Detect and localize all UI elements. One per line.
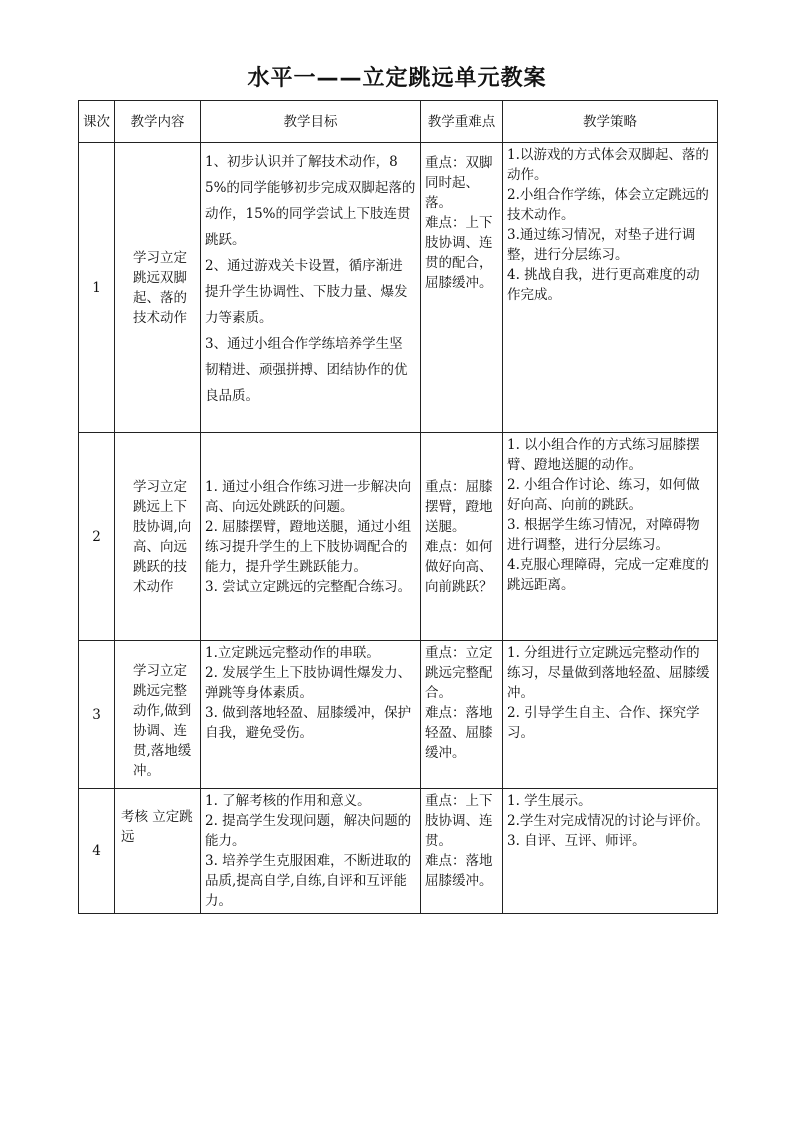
keypoint-item: 难点：上下肢协调、连贯的配合，屈膝缓冲。 <box>425 215 493 291</box>
lesson-objectives <box>201 641 421 789</box>
header-keypoints: 教学重难点 <box>421 101 503 143</box>
keypoint-item: 难点：落地屈膝缓冲。 <box>425 853 493 889</box>
header-content: 教学内容 <box>115 101 201 143</box>
lesson-objectives <box>201 433 421 641</box>
strategy-item: 2.学生对完成情况的讨论与评价。 <box>507 813 709 829</box>
lesson-strategy <box>503 641 718 789</box>
table-row <box>79 433 718 641</box>
keypoint-item: 重点：双脚同时起、落。 <box>425 155 493 211</box>
header-objectives: 教学目标 <box>201 101 421 143</box>
table-row <box>79 641 718 789</box>
table-row <box>79 789 718 914</box>
lesson-keypoints <box>421 789 503 914</box>
strategy-item: 1. 以小组合作的方式练习屈膝摆臂、蹬地送腿的动作。 <box>507 437 700 473</box>
objective-item: 1. 通过小组合作练习进一步解决向高、向远处跳跃的问题。 <box>205 478 412 515</box>
strategy-item: 3.通过练习情况，对垫子进行调整，进行分层练习。 <box>507 227 696 263</box>
table-header-row <box>79 101 718 143</box>
strategy-item: 2.小组合作学练，体会立定跳远的技术动作。 <box>507 187 709 223</box>
objective-item: 2. 发展学生上下肢协调性爆发力、弹跳等身体素质。 <box>205 665 412 701</box>
strategy-item: 4. 挑战自我，进行更高难度的动作完成。 <box>507 267 700 303</box>
lesson-number: 2 <box>79 433 115 641</box>
lesson-objectives <box>201 143 421 433</box>
page-title: 水平一——立定跳远单元教案 <box>247 66 547 91</box>
header-strategy: 教学策略 <box>503 101 718 143</box>
lesson-content: 学习立定跳远双脚起、落的技术动作 <box>115 143 201 433</box>
lesson-number: 1 <box>79 143 115 433</box>
lesson-strategy <box>503 789 718 914</box>
strategy-item: 3. 自评、互评、师评。 <box>507 833 646 849</box>
lesson-content: 学习立定跳远完整动作,做到协调、连贯,落地缓冲。 <box>115 641 201 789</box>
lesson-number: 4 <box>79 789 115 914</box>
lesson-keypoints <box>421 641 503 789</box>
strategy-item: 3. 根据学生练习情况，对障碍物进行调整，进行分层练习。 <box>507 517 700 553</box>
lesson-keypoints <box>421 143 503 433</box>
lesson-strategy <box>503 143 718 433</box>
strategy-item: 2. 小组合作讨论、练习，如何做好向高、向前的跳跃。 <box>507 477 700 513</box>
objective-item: 2. 屈膝摆臂，蹬地送腿，通过小组练习提升学生的上下肢协调配合的能力，提升学生跳跃能力。 <box>205 518 412 575</box>
strategy-item: 1. 分组进行立定跳远完整动作的练习，尽量做到落地轻盈、屈膝缓冲。 <box>507 645 710 701</box>
objective-item: 1.立定跳远完整动作的串联。 <box>205 645 380 661</box>
keypoint-item: 重点：立定跳远完整配合。 <box>425 645 493 701</box>
objective-item: 2、通过游戏关卡设置，循序渐进提升学生协调性、下肢力量、爆发力等素质。 <box>205 258 408 326</box>
strategy-item: 2. 引导学生自主、合作、探究学习。 <box>507 705 700 741</box>
lesson-plan-table <box>78 100 718 914</box>
strategy-item: 4.克服心理障碍，完成一定难度的跳远距离。 <box>507 557 709 593</box>
objective-item: 1. 了解考核的作用和意义。 <box>205 793 371 809</box>
strategy-item: 1.以游戏的方式体会双脚起、落的动作。 <box>507 147 709 183</box>
keypoint-item: 难点：落地轻盈、屈膝缓冲。 <box>425 705 493 761</box>
objective-item: 2. 提高学生发现问题，解决问题的能力。 <box>205 813 412 849</box>
objective-item: 3. 做到落地轻盈、屈膝缓冲，保护自我，避免受伤。 <box>205 705 412 741</box>
lesson-number: 3 <box>79 641 115 789</box>
lesson-content: 考核 立定跳远 <box>115 789 201 914</box>
objective-item: 3. 培养学生克服困难，不断进取的品质,提高自学,自练,自评和互评能力。 <box>205 853 412 909</box>
table-row <box>79 143 718 433</box>
keypoint-item: 重点：屈膝摆臂，蹬地送腿。 <box>425 478 493 535</box>
lesson-keypoints <box>421 433 503 641</box>
header-lesson: 课次 <box>79 101 115 143</box>
keypoint-item: 难点：如何做好向高、向前跳跃？ <box>425 538 493 595</box>
keypoint-item: 重点：上下肢协调、连贯。 <box>425 793 493 849</box>
objective-item: 1、初步认识并了解技术动作，85%的同学能够初步完成双脚起落的动作，15%的同学尝试上下肢连贯跳跃。 <box>205 154 416 248</box>
lesson-strategy <box>503 433 718 641</box>
lesson-content: 学习立定跳远上下肢协调,向高、向远跳跃的技术动作 <box>115 433 201 641</box>
objective-item: 3. 尝试立定跳远的完整配合练习。 <box>205 578 412 595</box>
lesson-objectives <box>201 789 421 914</box>
objective-item: 3、通过小组合作学练培养学生坚韧精进、顽强拼搏、团结协作的优良品质。 <box>205 336 408 404</box>
strategy-item: 1. 学生展示。 <box>507 793 592 809</box>
